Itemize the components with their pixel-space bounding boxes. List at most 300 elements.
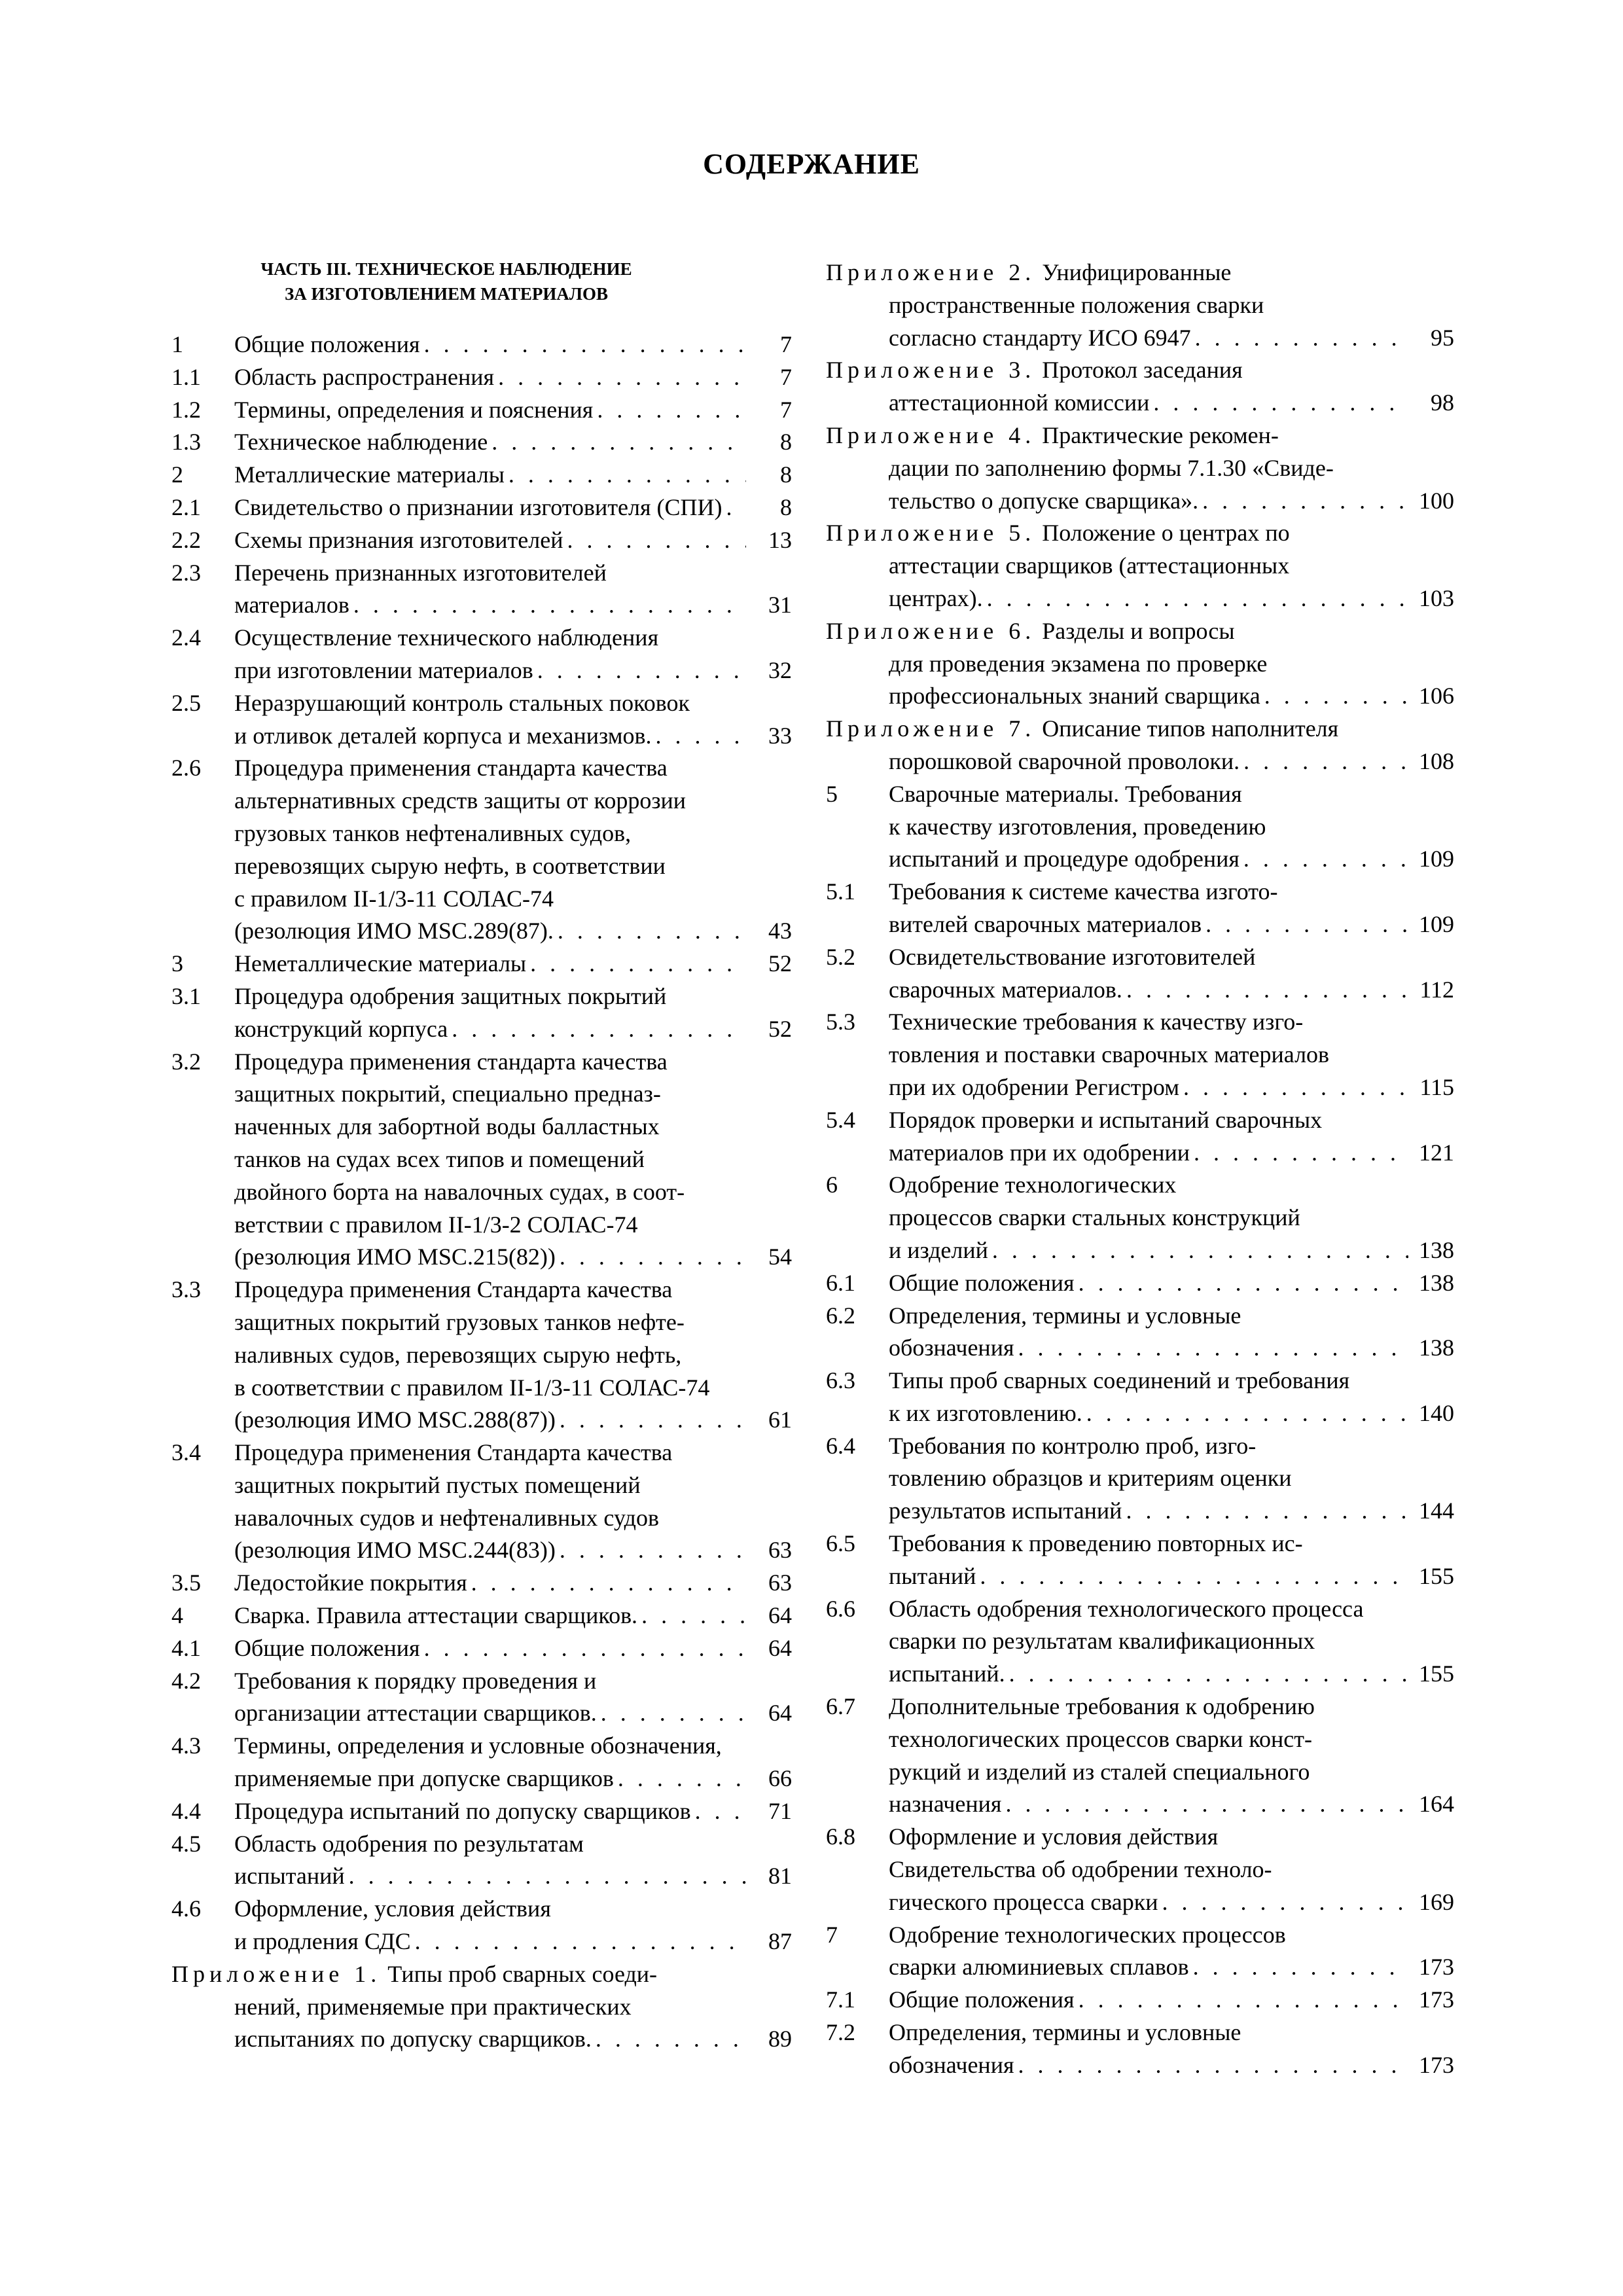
- toc-entry-title: [234, 752, 746, 948]
- toc-entry-title-line: Типы проб сварных соединений и требования: [889, 1367, 1350, 1394]
- toc-appendix-title-text: Типы проб сварных соеди-: [387, 1960, 658, 1987]
- toc-appendix-label: Приложение 2.: [826, 259, 1036, 285]
- toc-entry-title-line: [889, 974, 1408, 1007]
- toc-entry-title-text: материалов: [234, 592, 349, 619]
- toc-entry-page: 138: [1419, 1236, 1454, 1263]
- toc-entry-page: 112: [1419, 976, 1454, 1003]
- toc-appendix-first-line: [826, 517, 1408, 550]
- toc-appendix-title-text: Описание типов наполнителя: [1042, 715, 1339, 742]
- dot-leader: [452, 1013, 746, 1046]
- toc-entry-page: 121: [1419, 1139, 1454, 1166]
- toc-appendix-entry[interactable]: [826, 354, 1454, 420]
- toc-entry-title: [889, 1691, 1408, 1821]
- toc-entry-page: 169: [1419, 1888, 1454, 1915]
- dot-leader: [508, 459, 746, 492]
- toc-appendix-entry[interactable]: [171, 1958, 792, 2056]
- dot-leader: [1086, 1397, 1408, 1430]
- toc-entry[interactable]: [171, 394, 792, 427]
- toc-appendix-label: Приложение 1.: [171, 1960, 382, 1987]
- toc-entry-title-text: Ледостойкие покрытия: [234, 1570, 467, 1596]
- toc-entry-number: 7.2: [826, 2019, 855, 2046]
- toc-entry-number: 5.3: [826, 1009, 855, 1035]
- toc-appendix-title: [826, 713, 1408, 778]
- toc-entry-page: 109: [1419, 846, 1454, 872]
- dot-leader: [1243, 745, 1408, 778]
- toc-entry-title-text: обозначения: [889, 1335, 1014, 1361]
- toc-entry[interactable]: [171, 1795, 792, 1828]
- toc-entry-title-text: и отливок деталей корпуса и механизмов.: [234, 722, 652, 749]
- toc-entry[interactable]: [826, 2017, 1454, 2082]
- toc-entry-title-text: пытаний: [889, 1562, 976, 1589]
- toc-entry-title-line: двойного борта на навалочных судах, в соот-: [234, 1178, 685, 1205]
- toc-appendix-title-line: [826, 387, 1408, 420]
- toc-entry-page: 7: [780, 396, 792, 423]
- toc-entry[interactable]: [171, 980, 792, 1046]
- toc-entry-title-line: [889, 1397, 1408, 1430]
- toc-appendix-entry[interactable]: [826, 713, 1454, 778]
- toc-entry[interactable]: [826, 1984, 1454, 2017]
- toc-entry[interactable]: [826, 1430, 1454, 1528]
- toc-appendix-title-text: Положение о центрах по: [1042, 520, 1290, 547]
- toc-entry[interactable]: [171, 1893, 792, 1958]
- toc-appendix-label: Приложение 5.: [826, 520, 1036, 547]
- toc-entry-number: 7.1: [826, 1986, 855, 2013]
- toc-entry[interactable]: [826, 1919, 1454, 1984]
- toc-entry-title-line: технологических процессов сварки конст-: [889, 1725, 1312, 1752]
- toc-appendix-title-line: пространственные положения сварки: [889, 291, 1264, 318]
- toc-entry-title-line: Неразрушающий контроль стальных поковок: [234, 689, 690, 716]
- toc-entry-title: [234, 1600, 746, 1632]
- toc-entry-title-line: танков на судах всех типов и помещений: [234, 1145, 645, 1172]
- toc-entry-title: [234, 1437, 746, 1567]
- toc-entry[interactable]: [826, 1528, 1454, 1593]
- toc-appendix-title-line: аттестации сварщиков (аттестационных: [889, 552, 1290, 579]
- toc-entry-title-line: Требования к порядку проведения и: [234, 1667, 597, 1694]
- toc-entry-page: 138: [1419, 1269, 1454, 1296]
- toc-entry[interactable]: [826, 1300, 1454, 1365]
- toc-entry-title-text: Область распространения: [234, 363, 495, 390]
- toc-entry-title-line: сварки по результатам квалификационных: [889, 1628, 1315, 1655]
- toc-entry[interactable]: [826, 1691, 1454, 1821]
- toc-entry-title-line: [234, 1567, 746, 1600]
- toc-entry-page: 63: [768, 1537, 792, 1564]
- toc-entry[interactable]: [171, 622, 792, 687]
- toc-entry-title-line: [234, 1926, 746, 1958]
- toc-entry-title-line: [889, 1560, 1408, 1593]
- toc-entry-number: 6.4: [826, 1432, 855, 1459]
- toc-entry-title-line: [889, 1951, 1408, 1984]
- toc-entry-title: [234, 1665, 746, 1731]
- toc-entry[interactable]: [826, 1006, 1454, 1103]
- toc-entry-number: 2.3: [171, 559, 201, 586]
- toc-entry-page: 115: [1419, 1073, 1454, 1100]
- toc-entry-page: 71: [768, 1797, 792, 1824]
- dot-leader: [491, 426, 746, 459]
- dot-leader: [1243, 843, 1408, 876]
- toc-entry[interactable]: [171, 752, 792, 948]
- toc-entry-title-line: [234, 1795, 746, 1828]
- toc-appendix-title-text: Унифицированные: [1042, 259, 1232, 285]
- toc-entry-page: 13: [768, 526, 792, 553]
- toc-entry-title-text: Техническое наблюдение: [234, 429, 488, 456]
- toc-entry-title-text: Общие положения: [889, 1269, 1075, 1296]
- toc-entry-title-line: [234, 492, 746, 524]
- toc-entry-title-line: [234, 524, 746, 557]
- toc-entry[interactable]: [826, 1821, 1454, 1918]
- toc-entry-title-line: Определения, термины и условные: [889, 2019, 1241, 2046]
- toc-entry-page: 173: [1419, 2051, 1454, 2078]
- toc-entry-title: [889, 1169, 1408, 1266]
- toc-appendix-entry[interactable]: [826, 615, 1454, 713]
- toc-entry-page: 43: [768, 918, 792, 944]
- toc-entry[interactable]: [826, 1593, 1454, 1691]
- toc-appendix-label: Приложение 3.: [826, 357, 1036, 384]
- toc-entry-page: 61: [768, 1407, 792, 1433]
- dot-leader: [726, 492, 746, 524]
- toc-entry-title: [234, 687, 746, 753]
- dot-leader: [560, 1241, 746, 1274]
- toc-entry-title-line: Процедура одобрения защитных покрытий: [234, 982, 667, 1009]
- toc-entry-page: 140: [1419, 1399, 1454, 1426]
- toc-entry[interactable]: [171, 426, 792, 459]
- toc-entry-title-line: [889, 2049, 1408, 2082]
- dot-leader: [596, 2023, 746, 2056]
- toc-entry[interactable]: [171, 1665, 792, 1731]
- dot-leader: [597, 394, 746, 427]
- toc-entry-title-line: [234, 1600, 746, 1632]
- toc-entry-title-line: [234, 426, 746, 459]
- toc-entry[interactable]: [171, 1046, 792, 1274]
- toc-entry[interactable]: [826, 1267, 1454, 1300]
- dot-leader: [1183, 1071, 1408, 1104]
- toc-appendix-page: 106: [1419, 683, 1454, 709]
- dot-leader: [1009, 1658, 1408, 1691]
- toc-entry-number: 4.4: [171, 1797, 201, 1824]
- toc-entry-title-text: Термины, определения и пояснения: [234, 396, 594, 423]
- toc-entry[interactable]: [171, 329, 792, 361]
- toc-entry[interactable]: [171, 492, 792, 524]
- toc-appendix-entry[interactable]: [826, 517, 1454, 615]
- toc-entry-title-line: [889, 1267, 1408, 1300]
- toc-entry-page: 155: [1419, 1660, 1454, 1687]
- toc-entry-title-line: [889, 843, 1408, 876]
- toc-entry-title-line: Оформление, условия действия: [234, 1895, 551, 1922]
- toc-entry-title: [234, 1274, 746, 1437]
- toc-entry-title-line: защитных покрытий, специально предназ-: [234, 1081, 661, 1107]
- toc-entry-title: [234, 1893, 746, 1958]
- toc-entry-number: 4.5: [171, 1830, 201, 1857]
- toc-entry-title: [234, 622, 746, 687]
- toc-entry[interactable]: [171, 1828, 792, 1893]
- toc-entry-title-line: [889, 1984, 1408, 2017]
- toc-entry-page: 63: [768, 1570, 792, 1596]
- toc-entry-title-text: испытаний и процедуре одобрения: [889, 846, 1240, 872]
- toc-entry-title-text: обозначения: [889, 2051, 1014, 2078]
- toc-entry-title-line: Дополнительные требования к одобрению: [889, 1693, 1315, 1720]
- toc-entry-title-line: перевозящих сырую нефть, в соответствии: [234, 852, 666, 879]
- dot-leader: [349, 1860, 746, 1893]
- toc-entry-title-line: [234, 394, 746, 427]
- toc-entry-title-text: (резолюция ИМО MSC.244(83)): [234, 1537, 556, 1564]
- dot-leader: [1079, 1267, 1408, 1300]
- toc-appendix-page: 108: [1419, 747, 1454, 774]
- dot-leader: [1018, 1332, 1408, 1365]
- toc-entry-title: [234, 329, 746, 361]
- dot-leader: [471, 1567, 746, 1600]
- dot-leader: [980, 1560, 1408, 1593]
- toc-entry-page: 138: [1419, 1335, 1454, 1361]
- dot-leader: [1264, 680, 1408, 713]
- toc-appendix-title-line: [826, 485, 1408, 518]
- toc-entry-title-line: к качеству изготовления, проведению: [889, 813, 1266, 840]
- toc-entry-title-line: Определения, термины и условные: [889, 1302, 1241, 1329]
- toc-entry-title-line: [889, 1071, 1408, 1104]
- toc-appendix-title-text: Практические рекомен-: [1042, 422, 1279, 448]
- toc-entry-number: 4: [171, 1602, 183, 1629]
- toc-entry-title-line: Перечень признанных изготовителей: [234, 559, 607, 586]
- dot-leader: [1005, 1788, 1408, 1821]
- toc-entry-number: 1.1: [171, 363, 201, 390]
- toc-entry-title-line: грузовых танков нефтеналивных судов,: [234, 819, 632, 846]
- toc-entry-number: 5.1: [826, 878, 855, 905]
- toc-appendix-title-line: [826, 583, 1408, 615]
- toc-entry-title-text: (резолюция ИМО MSC.289(87).: [234, 918, 554, 944]
- toc-entry-title-text: вителей сварочных материалов: [889, 910, 1202, 937]
- toc-entry-title-line: [234, 1013, 746, 1046]
- toc-entry-page: 64: [768, 1700, 792, 1727]
- toc-entry-title: [889, 1365, 1408, 1430]
- toc-entry-title: [889, 876, 1408, 941]
- toc-entry[interactable]: [826, 778, 1454, 876]
- toc-entry-title-line: [234, 1404, 746, 1437]
- toc-entry-number: 3: [171, 950, 183, 977]
- dot-leader: [530, 948, 746, 980]
- toc-entry-title-text: (резолюция ИМО MSC.215(82)): [234, 1244, 556, 1270]
- toc-entry-number: 4.6: [171, 1895, 201, 1922]
- toc-entry-title-line: [234, 329, 746, 361]
- toc-entry-number: 6.1: [826, 1269, 855, 1296]
- toc-entry-title: [234, 524, 746, 557]
- toc-entry-title: [234, 492, 746, 524]
- toc-entry-number: 1.3: [171, 429, 201, 456]
- toc-entry-page: 33: [768, 722, 792, 749]
- toc-entry-title-line: защитных покрытий пустых помещений: [234, 1471, 641, 1498]
- toc-entry[interactable]: [826, 1365, 1454, 1430]
- toc-entry-title-text: результатов испытаний: [889, 1498, 1122, 1524]
- toc-entry-page: 54: [768, 1244, 792, 1270]
- part-heading: [171, 257, 721, 306]
- toc-appendix-title-line: дации по заполнению формы 7.1.30 «Свиде-: [889, 454, 1334, 481]
- toc-appendix-first-line: [826, 354, 1408, 387]
- toc-entry-title-line: товлению образцов и критериям оценки: [889, 1465, 1292, 1492]
- dot-leader: [1194, 1137, 1408, 1170]
- toc-entry-title-line: [234, 1632, 746, 1665]
- toc-appendix-title-text: Разделы и вопросы: [1042, 617, 1235, 644]
- toc-entry-page: 173: [1419, 1986, 1454, 2013]
- toc-entry-title-text: Неметаллические материалы: [234, 950, 527, 977]
- toc-entry-title: [234, 1795, 746, 1828]
- toc-left-column: [171, 257, 792, 2056]
- toc-entry[interactable]: [171, 687, 792, 753]
- toc-entry-title: [889, 1984, 1408, 2017]
- toc-entry-title-text: назначения: [889, 1791, 1002, 1818]
- toc-entry[interactable]: [171, 524, 792, 557]
- toc-entry-title-line: [889, 1658, 1408, 1691]
- dot-leader: [353, 589, 746, 622]
- toc-entry-number: 4.3: [171, 1732, 201, 1759]
- toc-entry-page: 87: [768, 1928, 792, 1955]
- toc-entry-title-line: [889, 1137, 1408, 1170]
- toc-entry[interactable]: [171, 1437, 792, 1567]
- toc-entry[interactable]: [826, 1104, 1454, 1170]
- toc-entry-title-line: Требования по контролю проб, изго-: [889, 1432, 1257, 1459]
- toc-entry-title-line: Область одобрения технологического процесса: [889, 1595, 1364, 1622]
- dot-leader: [560, 1534, 746, 1567]
- toc-entry-title-text: сварочных материалов.: [889, 976, 1122, 1003]
- toc-appendix-page: 95: [1431, 324, 1454, 351]
- toc-entry[interactable]: [171, 1567, 792, 1600]
- toc-entry-title: [234, 394, 746, 427]
- toc-entry-number: 2.1: [171, 493, 201, 520]
- toc-appendix-first-line: [826, 615, 1408, 648]
- toc-entry-title: [889, 1821, 1408, 1918]
- toc-appendix-page: 103: [1419, 584, 1454, 611]
- toc-entry-number: 2.5: [171, 689, 201, 716]
- toc-entry-title: [234, 1567, 746, 1600]
- toc-entry-number: 5: [826, 780, 838, 807]
- toc-entry[interactable]: [171, 1730, 792, 1795]
- toc-entry-title: [234, 1632, 746, 1665]
- dot-leader: [1079, 1984, 1408, 2017]
- toc-entry[interactable]: [171, 948, 792, 980]
- toc-entry-title: [889, 941, 1408, 1007]
- toc-entry-title-line: Термины, определения и условные обозначения,: [234, 1732, 722, 1759]
- toc-entry-number: 5.2: [826, 943, 855, 970]
- toc-entry-number: 6.5: [826, 1530, 855, 1557]
- toc-appendix-page: 100: [1419, 487, 1454, 514]
- toc-entry-title-line: [234, 1241, 746, 1274]
- toc-entry-page: 66: [768, 1765, 792, 1792]
- toc-entry-title-line: Требования к системе качества изгото-: [889, 878, 1278, 905]
- toc-entry-title-text: Сварка. Правила аттестации сварщиков.: [234, 1602, 638, 1629]
- toc-entry[interactable]: [826, 1169, 1454, 1266]
- toc-entry-title-text: при изготовлении материалов: [234, 656, 533, 683]
- toc-entry[interactable]: [826, 941, 1454, 1007]
- toc-appendix-title-text: тельство о допуске сварщика».: [889, 487, 1199, 514]
- dot-leader: [987, 583, 1408, 615]
- toc-entry-title-text: применяемые при допуске сварщиков: [234, 1765, 614, 1792]
- toc-appendix-title-line: нений, применяемые при практических: [234, 1993, 632, 2020]
- dot-leader: [1126, 1495, 1408, 1528]
- toc-entry-page: 164: [1419, 1791, 1454, 1818]
- toc-entry[interactable]: [826, 876, 1454, 941]
- dot-leader: [655, 720, 746, 753]
- toc-entry-title-line: навалочных судов и нефтеналивных судов: [234, 1504, 659, 1531]
- toc-entry-title-text: к их изготовлению.: [889, 1399, 1082, 1426]
- toc-entry-page: 32: [768, 656, 792, 683]
- toc-entry-title-line: Одобрение технологических процессов: [889, 1921, 1286, 1948]
- toc-entry-title: [889, 1300, 1408, 1365]
- toc-entry[interactable]: [171, 1274, 792, 1437]
- toc-entry-page: 109: [1419, 910, 1454, 937]
- toc-entry[interactable]: [171, 557, 792, 622]
- toc-entry-title: [889, 1593, 1408, 1691]
- part-heading-line-1: ЧАСТЬ III. ТЕХНИЧЕСКОЕ НАБЛЮДЕНИЕ: [260, 259, 632, 279]
- toc-appendix-title-text: профессиональных знаний сварщика: [889, 683, 1260, 709]
- toc-entry-title-line: [234, 361, 746, 394]
- toc-appendix-entry[interactable]: [826, 257, 1454, 354]
- toc-entry-title-text: гического процесса сварки: [889, 1888, 1158, 1915]
- toc-appendix-title-text: аттестационной комиссии: [889, 389, 1150, 416]
- toc-appendix-list-right: [826, 257, 1454, 778]
- toc-entry-title-line: Процедура применения стандарта качества: [234, 1048, 668, 1075]
- toc-entry-page: 144: [1419, 1498, 1454, 1524]
- toc-entry-title-line: [889, 1495, 1408, 1528]
- toc-entry-title: [889, 1267, 1408, 1300]
- toc-entry-title-text: испытаний: [234, 1863, 345, 1890]
- toc-entry[interactable]: [171, 361, 792, 394]
- toc-entry-title-line: Технические требования к качеству изго-: [889, 1009, 1304, 1035]
- toc-entry-title-text: при их одобрении Регистром: [889, 1073, 1179, 1100]
- toc-entry-page: 8: [780, 461, 792, 488]
- toc-entry-number: 6.2: [826, 1302, 855, 1329]
- toc-appendix-first-line: [826, 420, 1408, 452]
- toc-entry-title-line: Процедура применения Стандарта качества: [234, 1439, 673, 1466]
- toc-entry-number: 6: [826, 1172, 838, 1198]
- toc-list-left: [171, 329, 792, 1958]
- toc-entry[interactable]: [171, 1600, 792, 1632]
- toc-entry[interactable]: [171, 1632, 792, 1665]
- toc-appendix-title-text: согласно стандарту ИСО 6947: [889, 324, 1191, 351]
- dot-leader: [1018, 2049, 1408, 2082]
- toc-entry-number: 2.4: [171, 624, 201, 651]
- dot-leader: [1195, 322, 1408, 355]
- toc-appendix-title: [826, 420, 1408, 517]
- toc-entry-title-line: Оформление и условия действия: [889, 1823, 1219, 1850]
- toc-entry-title-line: в соответствии с правилом II-1/3-11 СОЛАС-74: [234, 1374, 710, 1401]
- toc-entry-number: 2.2: [171, 526, 201, 553]
- toc-appendix-title-line: [171, 2023, 746, 2056]
- toc-entry-title-text: организации аттестации сварщиков.: [234, 1700, 597, 1727]
- toc-appendix-title-text: Протокол заседания: [1042, 357, 1243, 384]
- dot-leader: [424, 329, 746, 361]
- dot-leader: [424, 1632, 746, 1665]
- toc-entry-title-line: [889, 1234, 1408, 1267]
- toc-entry-title-text: Металлические материалы: [234, 461, 505, 488]
- toc-entry-number: 5.4: [826, 1106, 855, 1133]
- toc-appendix-first-line: [826, 257, 1408, 289]
- toc-entry-title-line: [889, 908, 1408, 941]
- toc-entry-number: 4.1: [171, 1634, 201, 1661]
- toc-entry-title-text: конструкций корпуса: [234, 1015, 448, 1042]
- toc-entry-title-line: [234, 1534, 746, 1567]
- dot-leader: [537, 655, 746, 687]
- toc-appendix-list-left: [171, 1958, 792, 2056]
- toc-entry-title: [889, 1919, 1408, 1984]
- toc-entry-title-line: с правилом II-1/3-11 СОЛАС-74: [234, 885, 554, 912]
- toc-entry-number: 7: [826, 1921, 838, 1948]
- toc-entry-title-line: Порядок проверки и испытаний сварочных: [889, 1106, 1323, 1133]
- toc-entry-number: 6.7: [826, 1693, 855, 1720]
- toc-entry[interactable]: [171, 459, 792, 492]
- toc-entry-page: 52: [768, 1015, 792, 1042]
- toc-entry-page: 173: [1419, 1954, 1454, 1981]
- toc-entry-title-line: Область одобрения по результатам: [234, 1830, 584, 1857]
- toc-appendix-entry[interactable]: [826, 420, 1454, 517]
- toc-entry-title-text: испытаний.: [889, 1660, 1005, 1687]
- toc-appendix-title-line: [826, 745, 1408, 778]
- toc-entry-title-text: Общие положения: [889, 1986, 1075, 2013]
